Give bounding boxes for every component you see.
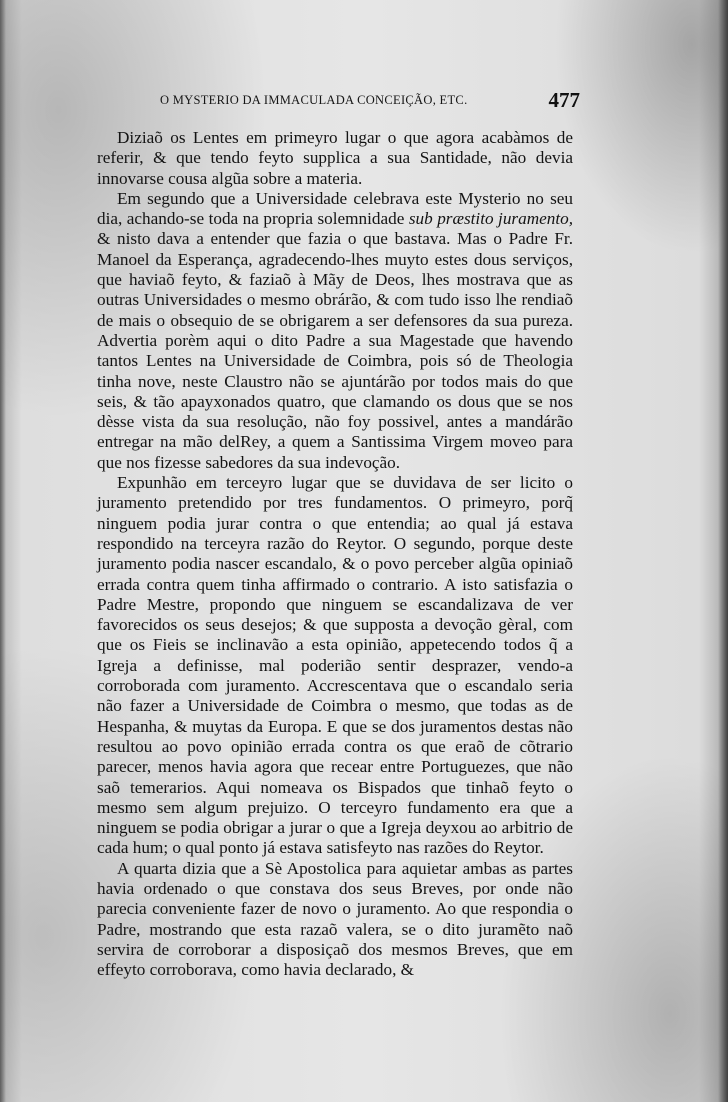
- running-title: O MYSTERIO DA IMMACULADA CONCEIÇÃO, ETC.: [160, 93, 468, 107]
- paragraph-2: Em segundo que a Universidade celebrava este Mysterio no seu dia, achando-se toda na propria solemnidade sub præstito juramento, & nisto dava a entender que fazia o que bastava. Mas o Padre Fr. Manoel da Esperança, agradecendo-lhes muyto estes dous serviços, que haviaõ feyto, & faziaõ à Mãy de Deos, lhes mostrava que as outras Universidades o mesmo obrárão, & com tudo isso lhe rendiaõ de mais o obsequio de se obrigarem a ser defensores da sua pureza. Advertia porèm aqui o dito Padre a sua Magestade que havendo tantos Lentes na Universidade de Coimbra, pois só de Theologia tinha nove, neste Claustro não se ajuntárão por todos mais do que seis, & tão apayxonados quatro, que clamando os dous que se nos dèsse vista da sua resolução, não foy possivel, antes a mandárão entregar na mão delRey, a quem a Santissima Virgem moveo para que nos fizesse sabedores da sua indevoção.: [97, 188, 573, 472]
- page-shadow-left: [0, 0, 6, 1102]
- running-header: [160, 88, 580, 112]
- latin-phrase: sub præstito juramento,: [408, 209, 573, 229]
- body-text: [97, 128, 573, 980]
- page-shadow-right: [718, 0, 728, 1102]
- paragraph-3: Expunhão em terceyro lugar que se duvidava de ser licito o juramento pretendido por tres fundamentos. O primeyro, porq̃ ninguem podia jurar contra o que entendia; ao qual já estava respondido na terceyra razão do Reytor. O segundo, porque deste juramento podia nascer escandalo, & o povo perceber algũa opiniaõ errada contra quem tinha affirmado o contrario. A isto satisfazia o Padre Mestre, propondo que ninguem se escandalizava de ver favorecidos os seus desejos; & que supposta a devoção gèral, com que os Fieis se inclinavão a esta opinião, appetecendo todos q̃ a Igreja a definisse, mal poderião sentir desprazer, vendo-a corroborada com juramento. Accrescentava que o escandalo seria não fazer a Universidade de Coimbra o mesmo, que todas as de Hespanha, & muytas da Europa. E que se dos juramentos destas não resultou ao povo opinião errada contra os que eraõ de cõtrario parecer, menos havia agora que recear entre Portuguezes, que não saõ temerarios. Aqui nomeava os Bispados que tinhaõ feyto o mesmo sem algum prejuizo. O terceyro fundamento era que a ninguem se podia obrigar a jurar o que a Igreja deyxou ao arbitrio de cada hum; o qual ponto já estava satisfeyto nas razões do Reytor.: [97, 473, 573, 858]
- paragraph-1: Diziaõ os Lentes em primeyro lugar o que agora acabàmos de referir, & que tendo feyto supplica a sua Santidade, não devia innovarse cousa algũa sobre a materia.: [97, 128, 573, 188]
- paragraph-4: A quarta dizia que a Sè Apostolica para aquietar ambas as partes havia ordenado o que constava dos seus Breves, por onde não parecia conveniente fazer de novo o juramento. Ao que respondia o Padre, mostrando que esta razaõ valera, se o dito juramẽto naõ servira de corroborar a disposiçaõ dos mesmos Breves, que em effeyto corroborava, como havia declarado, &: [97, 858, 573, 980]
- page-number: 477: [548, 88, 580, 112]
